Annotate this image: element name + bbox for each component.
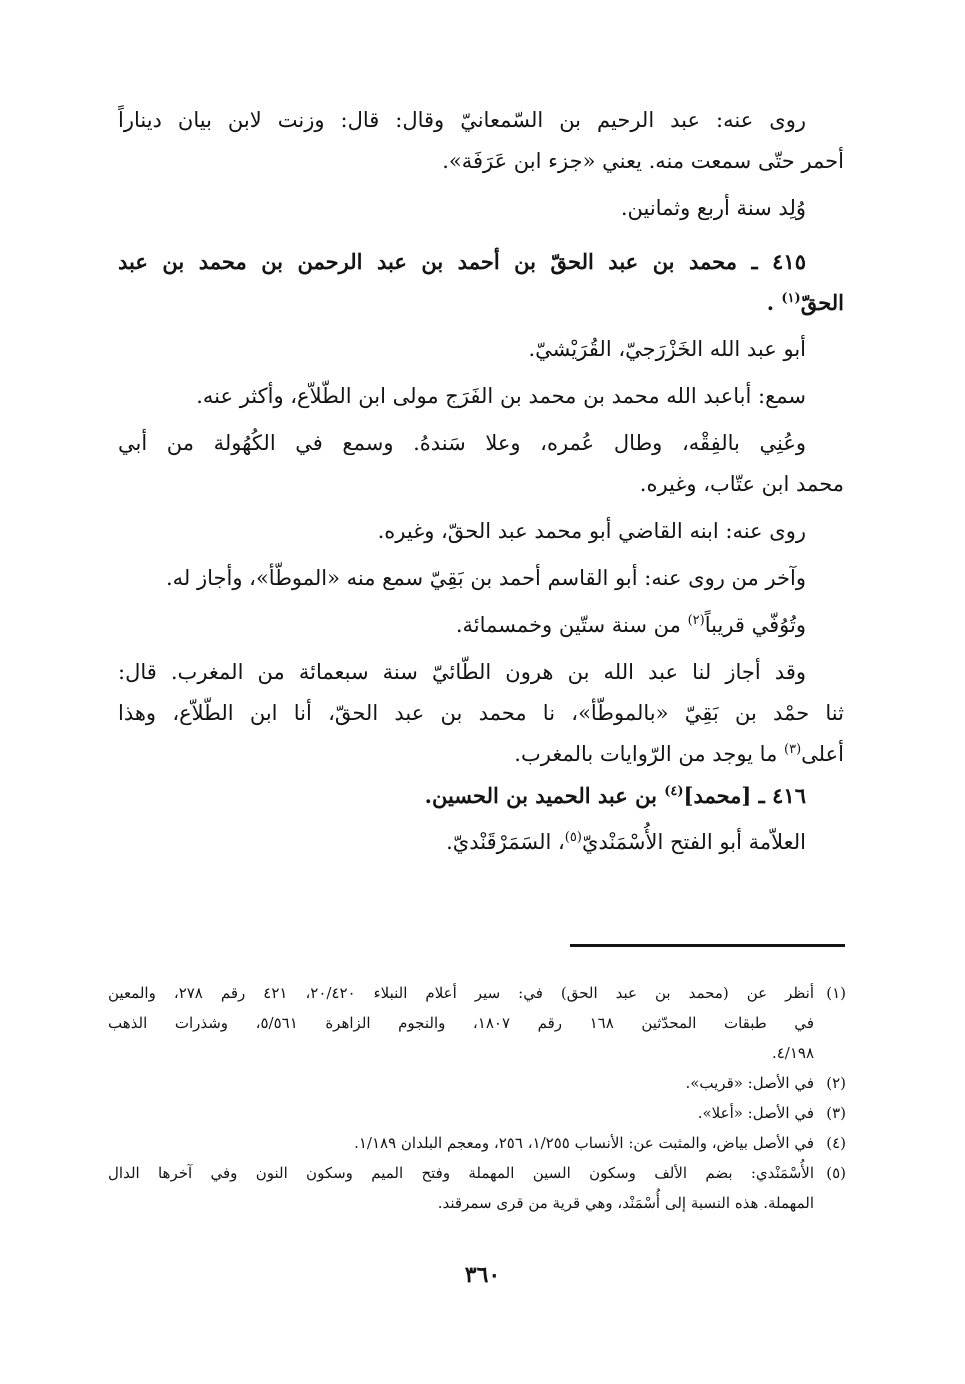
- text-line: وُلِد سنة أربع وثمانين.: [620, 196, 806, 220]
- footnote-2: [108, 1068, 846, 1098]
- footnote-separator: [570, 944, 845, 947]
- footnote-ref-1: (١): [781, 291, 801, 306]
- text-line: وقد أجاز لنا عبد الله بن هرون الطّائيّ سنة سبعمائة من المغرب. قال:: [118, 660, 806, 684]
- footnote-text: أنظر عن (محمد بن عبد الحق) في: سير أعلام النبلاء ٢٠/٤٢٠، ٤٢١ رقم ٢٧٨، والمعين: [108, 984, 815, 1002]
- footnote-4: [108, 1128, 846, 1158]
- text-line: أحمر حتّى سمعت منه. يعني «جزء ابن عَرَفَة».: [442, 149, 844, 173]
- text-span: ما يوجد من الرّوايات بالمغرب.: [514, 742, 778, 766]
- footnote-ref-4: (٤): [664, 784, 684, 799]
- text-line: وآخر من روى عنه: أبو القاسم أحمد بن بَقِيّ سمع منه «الموطّأ»، وأجاز له.: [165, 566, 806, 590]
- footnote-1-line: في طبقات المحدّثين ١٦٨ رقم ١٨٠٧، والنجوم الزاهرة ٥/٥٦١، وشذرات الذهب: [108, 1014, 814, 1032]
- footnote-number: (٣): [826, 1104, 846, 1122]
- footnote-number: (٥): [826, 1164, 846, 1182]
- text-line: سمع: أباعبد الله محمد بن محمد بن الفَرَج مولى ابن الطّلاّع، وأكثر عنه.: [196, 384, 806, 408]
- footnote-1: [108, 978, 846, 1008]
- text-span: بن عبد الحميد بن الحسين.: [424, 783, 657, 808]
- main-text: [118, 100, 844, 863]
- text-line: محمد ابن عتّاب، وغيره.: [639, 472, 844, 496]
- text-span: الحقّ: [800, 290, 844, 315]
- text-line: [118, 822, 844, 863]
- text-line: روى عنه: عبد الرحيم بن السّمعانيّ وقال: قال: وزنت لابن بيان ديناراً: [118, 108, 806, 132]
- text-line: [118, 605, 844, 646]
- footnote-number: (٤): [826, 1134, 846, 1152]
- footnote-number: (٢): [826, 1074, 846, 1092]
- footnote-ref-5: (٥): [564, 830, 582, 845]
- text-line: روى عنه: ابنه القاضي أبو محمد عبد الحقّ، وغيره.: [377, 519, 806, 543]
- entry-heading-416: [118, 775, 844, 816]
- footnote-ref-2: (٢): [687, 613, 705, 628]
- footnote-ref-3: (٣): [784, 742, 802, 757]
- text-span: ، السَمَرْقَنْديّ.: [446, 830, 565, 854]
- text-span: من سنة ستّين وخمسمائة.: [455, 613, 681, 637]
- text-line: [118, 734, 844, 775]
- text-span: العلاّمة أبو الفتح الأُسْمَنْديّ: [581, 830, 806, 854]
- footnote-1-line: ٤/١٩٨.: [771, 1044, 814, 1062]
- footnote-5-line: المهملة. هذه النسبة إلى أُسْمَنْد، وهي قرية من قرى سمرقند.: [437, 1194, 814, 1212]
- text-line: وعُنِي بالفِقْه، وطال عُمره، وعلا سَندهُ. وسمع في الكُهُولة من أبي: [118, 431, 806, 455]
- footnote-text: في الأصل بياض، والمثبت عن: الأنساب ١/٢٥٥، ٢٥٦، ومعجم البلدان ١/١٨٩.: [354, 1134, 814, 1152]
- footnote-text: الأُسْمَنْدي: بضم الألف وسكون السين المهملة وفتح الميم وسكون النون وفي آخرها الدال: [108, 1164, 814, 1182]
- footnote-text: في الأصل: «قريب».: [685, 1074, 814, 1092]
- footnote-text: في الأصل: «أعلا».: [697, 1104, 814, 1122]
- footnote-number: (١): [826, 984, 846, 1002]
- text-line: أبو عبد الله الخَزْرَجيّ، القُرَيْشيّ.: [528, 337, 806, 361]
- page-number: ٣٦٠: [464, 1262, 501, 1288]
- footnote-5: [108, 1158, 846, 1188]
- entry-heading-415-cont: الحقّ$^{(١)}$ .: [766, 290, 844, 315]
- text-span: وتُوُفّي قريباً: [704, 613, 806, 637]
- text-span: ٤١٦ ـ [محمد]: [683, 783, 806, 808]
- footnote-3: [108, 1098, 846, 1128]
- text-span: أعلى: [801, 742, 844, 766]
- text-line: ثنا حمْد بن بَقِيّ «بالموطّأ»، نا محمد بن عبد الحقّ، أنا ابن الطّلاّع، وهذا: [118, 701, 844, 725]
- entry-heading-415: ٤١٥ ـ محمد بن عبد الحقّ بن أحمد بن عبد الرحمن بن محمد بن عبد: [118, 249, 806, 274]
- footnotes: [108, 978, 846, 1218]
